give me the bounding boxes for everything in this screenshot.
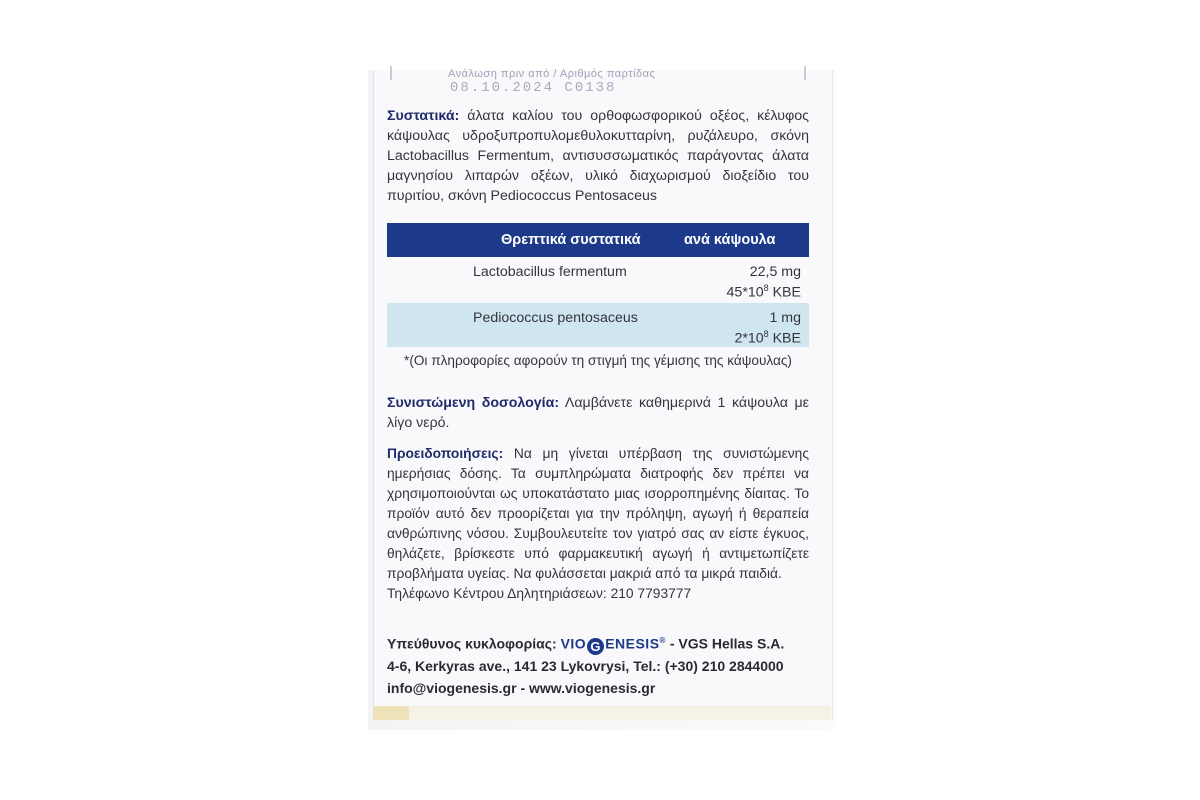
- cfu-base: 2*10: [734, 330, 764, 347]
- warnings-label: Προειδοποιήσεις:: [387, 446, 504, 461]
- nutrition-header-nutrients: Θρεπτικά συστατικά: [501, 232, 641, 248]
- warnings-section: [387, 444, 809, 584]
- warnings-text: Να μη γίνεται υπέρβαση της συνιστώμενης ημερήσιας δόσης. Τα συμπληρώματα διατροφής δεν πρέπει να χρησιμοποιούνται ως υποκατάστατο μιας ισορροπημένης δίαιτας. Το προϊόν αυτό δεν προορίζεται για την πρόληψη, αγωγή ή θεραπεία ανθρώπινης νόσου. Συμβουλευτείτε τον γιατρό σας αν είστε έγκυος, θηλάζετε, βρίσκεστε υπό φαρμακευτική αγωγή ή αντιμετωπίζετε προβλήματα υγείας. Να φυλάσσεται μακριά από τα μικρά παιδιά.: [387, 446, 809, 581]
- box-bottom-edge: [373, 706, 831, 720]
- nutrient-name: Lactobacillus fermentum: [473, 264, 627, 280]
- logo-text-enesis: ENESIS: [605, 635, 660, 652]
- nutrient-amount: 22,5 mg: [749, 264, 801, 280]
- cfu-unit: KBE: [768, 330, 801, 347]
- nutrient-cfu: [734, 329, 801, 347]
- table-row: [387, 257, 809, 303]
- dosage-section: [387, 393, 809, 433]
- ingredients-text: άλατα καλίου του ορθοφωσφορικού οξέος, κέλυφος κάψουλας υδροξυπροπυλομεθυλοκυτταρίνη, ρυζάλευρο, σκόνη Lactobacillus Fermentum, αντισυσσωματικός παράγοντας άλατα μαγνησίου λιπαρών οξέων, υλικό διαχωρισμού διοξείδιο του πυριτίου, σκόνη Pediococcus Pentosaceus: [387, 108, 809, 204]
- ingredients-section: [387, 106, 809, 206]
- table-row: [387, 303, 809, 347]
- poison-center-phone: Τηλέφωνο Κέντρου Δηλητηριάσεων: 210 7793777: [387, 586, 692, 601]
- logo-g-circle: G: [587, 638, 604, 655]
- company-contact: info@viogenesis.gr - www.viogenesis.gr: [387, 679, 656, 696]
- nutrient-amount: 1 mg: [769, 310, 801, 326]
- cfu-exponent: 8: [763, 283, 769, 293]
- nutrition-header: [387, 223, 809, 257]
- ingredients-label: Συστατικά:: [387, 108, 460, 124]
- company-name: - VGS Hellas S.A.: [665, 635, 785, 652]
- dosage-label: Συνιστώμενη δοσολογία:: [387, 395, 560, 411]
- logo-text-vio: VIO: [560, 635, 587, 652]
- cfu-unit: KBE: [768, 284, 801, 301]
- cfu-base: 45*10: [726, 284, 764, 301]
- viogenesis-logo: [561, 630, 666, 655]
- box-flap-strip: [373, 706, 409, 720]
- responsible-label: Υπεύθυνος κυκλοφορίας:: [387, 635, 557, 652]
- nutrient-name: Pediococcus pentosaceus: [473, 310, 638, 326]
- dosage-text: Λαμβάνετε καθημερινά 1 κάψουλα με λίγο νερό.: [387, 395, 809, 431]
- stamp-mark-left: [390, 66, 392, 80]
- nutrition-header-per-capsule: ανά κάψουλα: [684, 232, 776, 248]
- nutrition-table: [387, 223, 809, 347]
- lot-label: Ανάλωση πριν από / Αριθμός παρτίδας: [448, 68, 656, 80]
- stamp-mark-right: [804, 66, 806, 80]
- nutrition-footnote: *(Οι πληροφορίες αφορούν τη στιγμή της γέμισης της κάψουλας): [404, 353, 792, 368]
- cfu-exponent: 8: [763, 329, 769, 339]
- logo-registered-mark: ®: [659, 636, 666, 645]
- lot-code: 08.10.2024 C0138: [450, 80, 617, 96]
- company-address: 4-6, Kerkyras ave., 141 23 Lykovrysi, Tel.: (+30) 210 2844000: [387, 657, 784, 674]
- nutrient-cfu: [727, 283, 801, 301]
- responsible-section: [387, 630, 817, 699]
- lot-stamp: [390, 66, 810, 100]
